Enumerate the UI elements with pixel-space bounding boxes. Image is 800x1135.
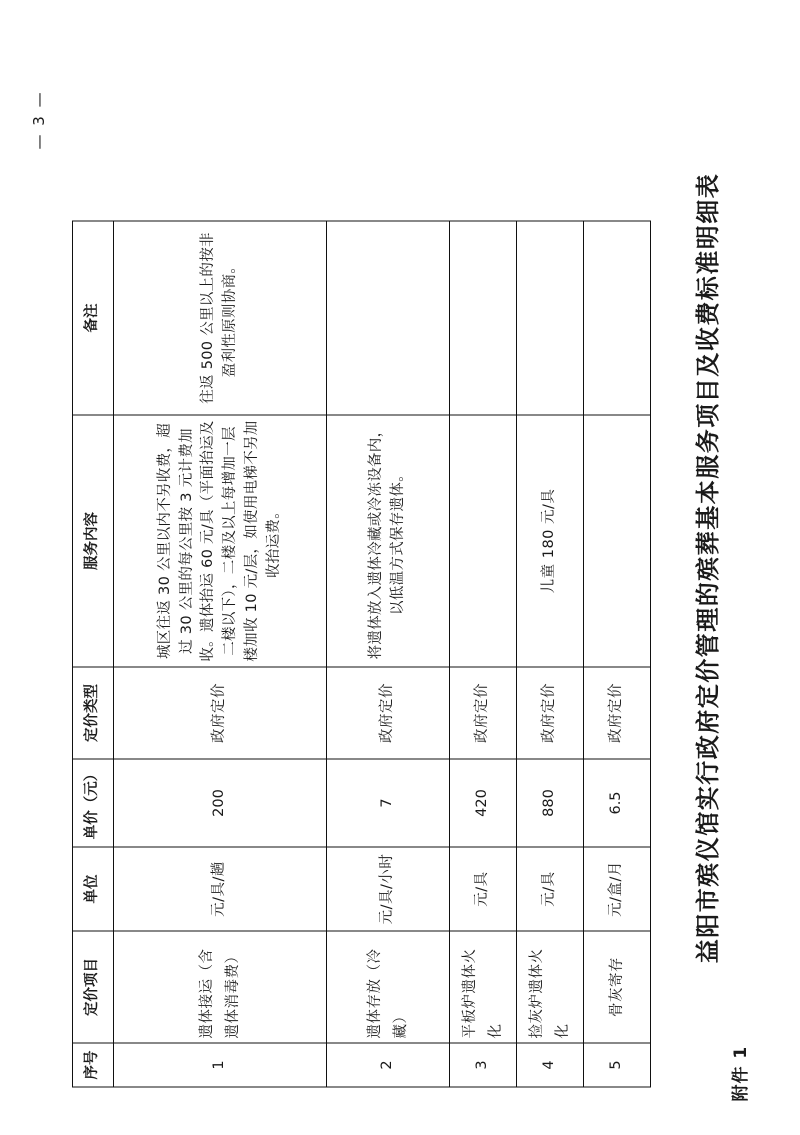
cell-remark-4 [517,221,584,415]
column-header-content: 服务内容 [73,415,114,667]
cell-unit-5: 元/盒/月 [584,847,651,931]
column-header-type: 定价类型 [73,667,114,759]
table-header-row [73,221,114,1087]
cell-type-4: 政府定价 [517,667,584,759]
cell-content-3 [450,415,517,667]
cell-item-4-text: 捡灰炉遗体火化 [528,948,571,1038]
cell-no-4: 4 [517,1043,584,1087]
cell-unit-4: 元/具 [517,847,584,931]
cell-content-1: 城区往返 30 公里以内不另收费，超过 30 公里的每公里按 3 元计费加收。遗体抬运 60 元/具（平面抬运及二楼以下），二楼及以上每增加一层楼加收 10 元/层，如使用电梯不另加收抬运费。 [114,415,327,667]
cell-item-1-text: 遗体接运（含遗体消毒费） [198,948,241,1038]
cell-item-5 [584,931,651,1043]
cell-item-5-text: 骨灰寄存 [608,956,625,1017]
column-header-price: 单价（元） [73,759,114,847]
column-header-no: 序号 [73,1043,114,1087]
cell-price-5: 6.5 [584,759,651,847]
cell-remark-1: 往返 500 公里以上的按非盈利性原则协商。 [114,221,327,415]
cell-type-3: 政府定价 [450,667,517,759]
table-row [450,221,517,1087]
cell-content-4: 儿童 180 元/具 [517,415,584,667]
cell-type-1: 政府定价 [114,667,327,759]
cell-unit-2: 元/具/小时 [327,847,450,931]
page-title: 益阳市殡仪馆实行政府定价管理的殡葬基本服务项目及收费标准明细表 [694,172,722,963]
cell-type-5: 政府定价 [584,667,651,759]
table-row [517,221,584,1087]
cell-item-3-text: 平板炉遗体火化 [461,948,504,1038]
cell-content-5 [584,415,651,667]
cell-unit-3: 元/具 [450,847,517,931]
cell-remark-2 [327,221,450,415]
cell-item-2 [327,931,450,1043]
fee-standard-table [72,220,651,1087]
page-number: — 3 — [30,89,48,149]
cell-remark-5 [584,221,651,415]
attachment-label: 附件 1 [731,1045,751,1101]
column-header-unit: 单位 [73,847,114,931]
cell-no-5: 5 [584,1043,651,1087]
cell-no-2: 2 [327,1043,450,1087]
cell-price-3: 420 [450,759,517,847]
column-header-remark: 备注 [73,221,114,415]
cell-item-1 [114,931,327,1043]
column-header-item: 定价项目 [73,931,114,1043]
cell-content-2: 将遗体放入遗体冷藏或冷冻设备内，以低温方式保存遗体。 [327,415,450,667]
cell-no-3: 3 [450,1043,517,1087]
cell-unit-1: 元/具/趟 [114,847,327,931]
cell-no-1: 1 [114,1043,327,1087]
cell-item-4 [517,931,584,1043]
cell-price-4: 880 [517,759,584,847]
cell-item-2-text: 遗体存放（冷藏） [366,948,409,1038]
cell-price-2: 7 [327,759,450,847]
cell-type-2: 政府定价 [327,667,450,759]
table-row [584,221,651,1087]
cell-remark-3 [450,221,517,415]
table-row [327,221,450,1087]
table-row [114,221,327,1087]
cell-price-1: 200 [114,759,327,847]
cell-item-3 [450,931,517,1043]
